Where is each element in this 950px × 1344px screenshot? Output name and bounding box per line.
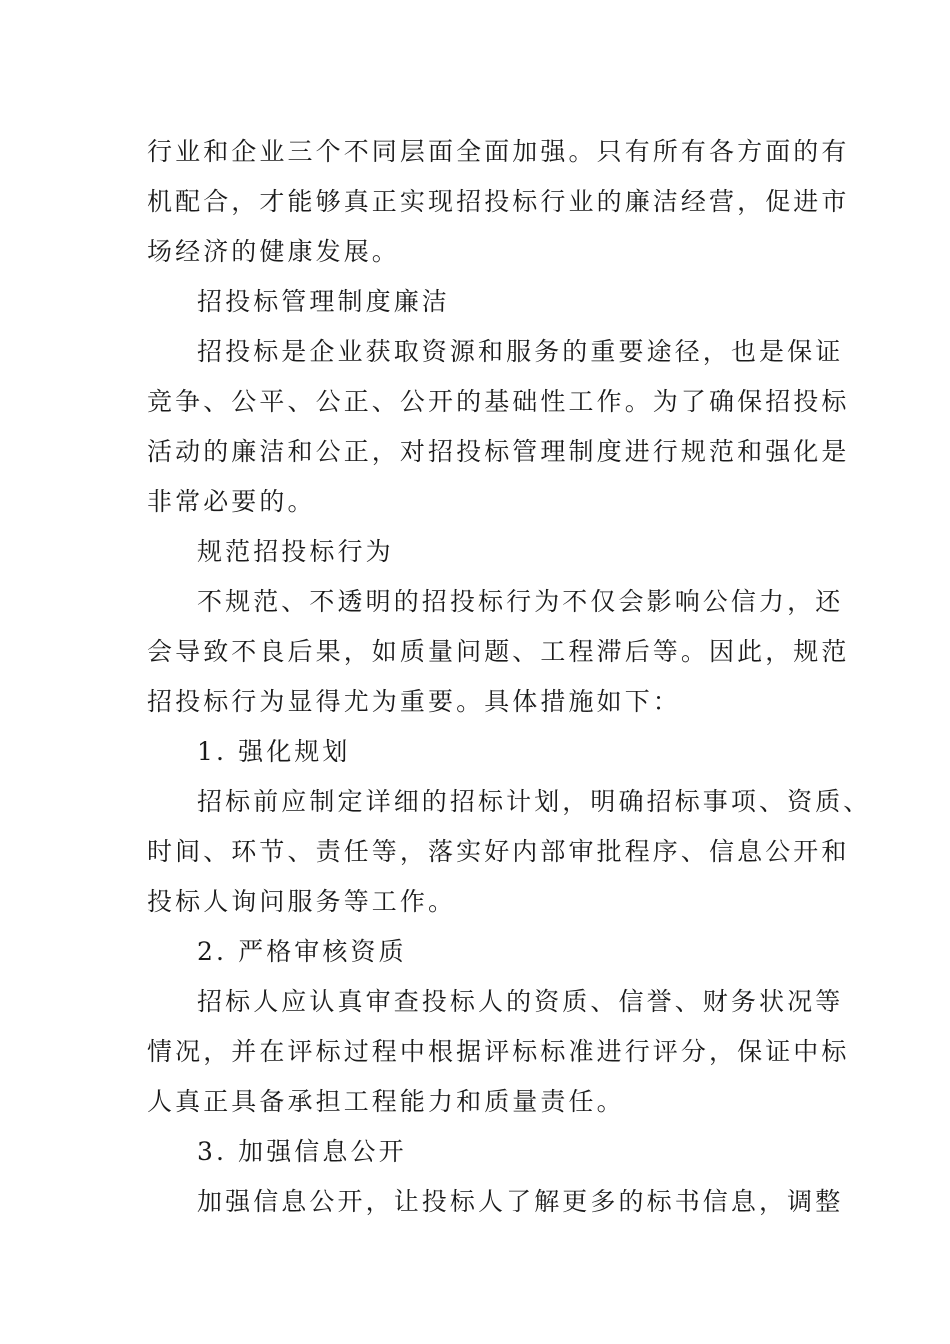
section-heading-management-system [147, 277, 811, 327]
text-line: 竞争、公平、公正、公开的基础性工作。为了确保招投标 [147, 387, 850, 416]
text-line: 人真正具备承担工程能力和质量责任。 [147, 1087, 625, 1116]
text-line: 招标前应制定详细的招标计划，明确招标事项、资质、 [197, 787, 872, 816]
heading-text: 招投标管理制度廉洁 [197, 287, 450, 316]
text-line: 不规范、不透明的招投标行为不仅会影响公信力，还 [197, 587, 844, 616]
text-line: 加强信息公开，让投标人了解更多的标书信息，调整 [197, 1187, 844, 1216]
heading-text: 规范招投标行为 [197, 537, 394, 566]
text-line: 会导致不良后果，如质量问题、工程滞后等。因此，规范 [147, 637, 850, 666]
section-heading-standardize [147, 527, 811, 577]
text-line: 招标人应认真审查投标人的资质、信誉、财务状况等 [197, 987, 844, 1016]
text-line: 招投标是企业获取资源和服务的重要途径，也是保证 [197, 337, 844, 366]
list-heading-item-2 [147, 927, 811, 977]
document-body [147, 127, 872, 1227]
text-line: 场经济的健康发展。 [147, 237, 400, 266]
text-line: 非常必要的。 [147, 487, 316, 516]
list-heading-item-1 [147, 727, 811, 777]
list-heading-item-3 [147, 1127, 811, 1177]
text-line: 时间、环节、责任等，落实好内部审批程序、信息公开和 [147, 837, 850, 866]
text-line: 行业和企业三个不同层面全面加强。只有所有各方面的有 [147, 137, 850, 166]
text-line: 情况，并在评标过程中根据评标标准进行评分，保证中标 [147, 1037, 850, 1066]
text-line: 机配合，才能够真正实现招投标行业的廉洁经营，促进市 [147, 187, 850, 216]
heading-text: 2. 严格审核资质 [197, 937, 407, 966]
paragraph-item-2 [147, 977, 850, 1127]
heading-text: 3. 加强信息公开 [197, 1137, 407, 1166]
paragraph-management-system [147, 327, 850, 527]
text-line: 活动的廉洁和公正，对招投标管理制度进行规范和强化是 [147, 437, 850, 466]
text-line: 招投标行为显得尤为重要。具体措施如下： [147, 687, 681, 716]
paragraph-item-3 [147, 1177, 844, 1227]
paragraph-standardize [147, 577, 850, 727]
paragraph-item-1 [147, 777, 872, 927]
text-line: 投标人询问服务等工作。 [147, 887, 457, 916]
paragraph-intro-continuation [147, 127, 850, 277]
heading-text: 1. 强化规划 [197, 737, 351, 766]
